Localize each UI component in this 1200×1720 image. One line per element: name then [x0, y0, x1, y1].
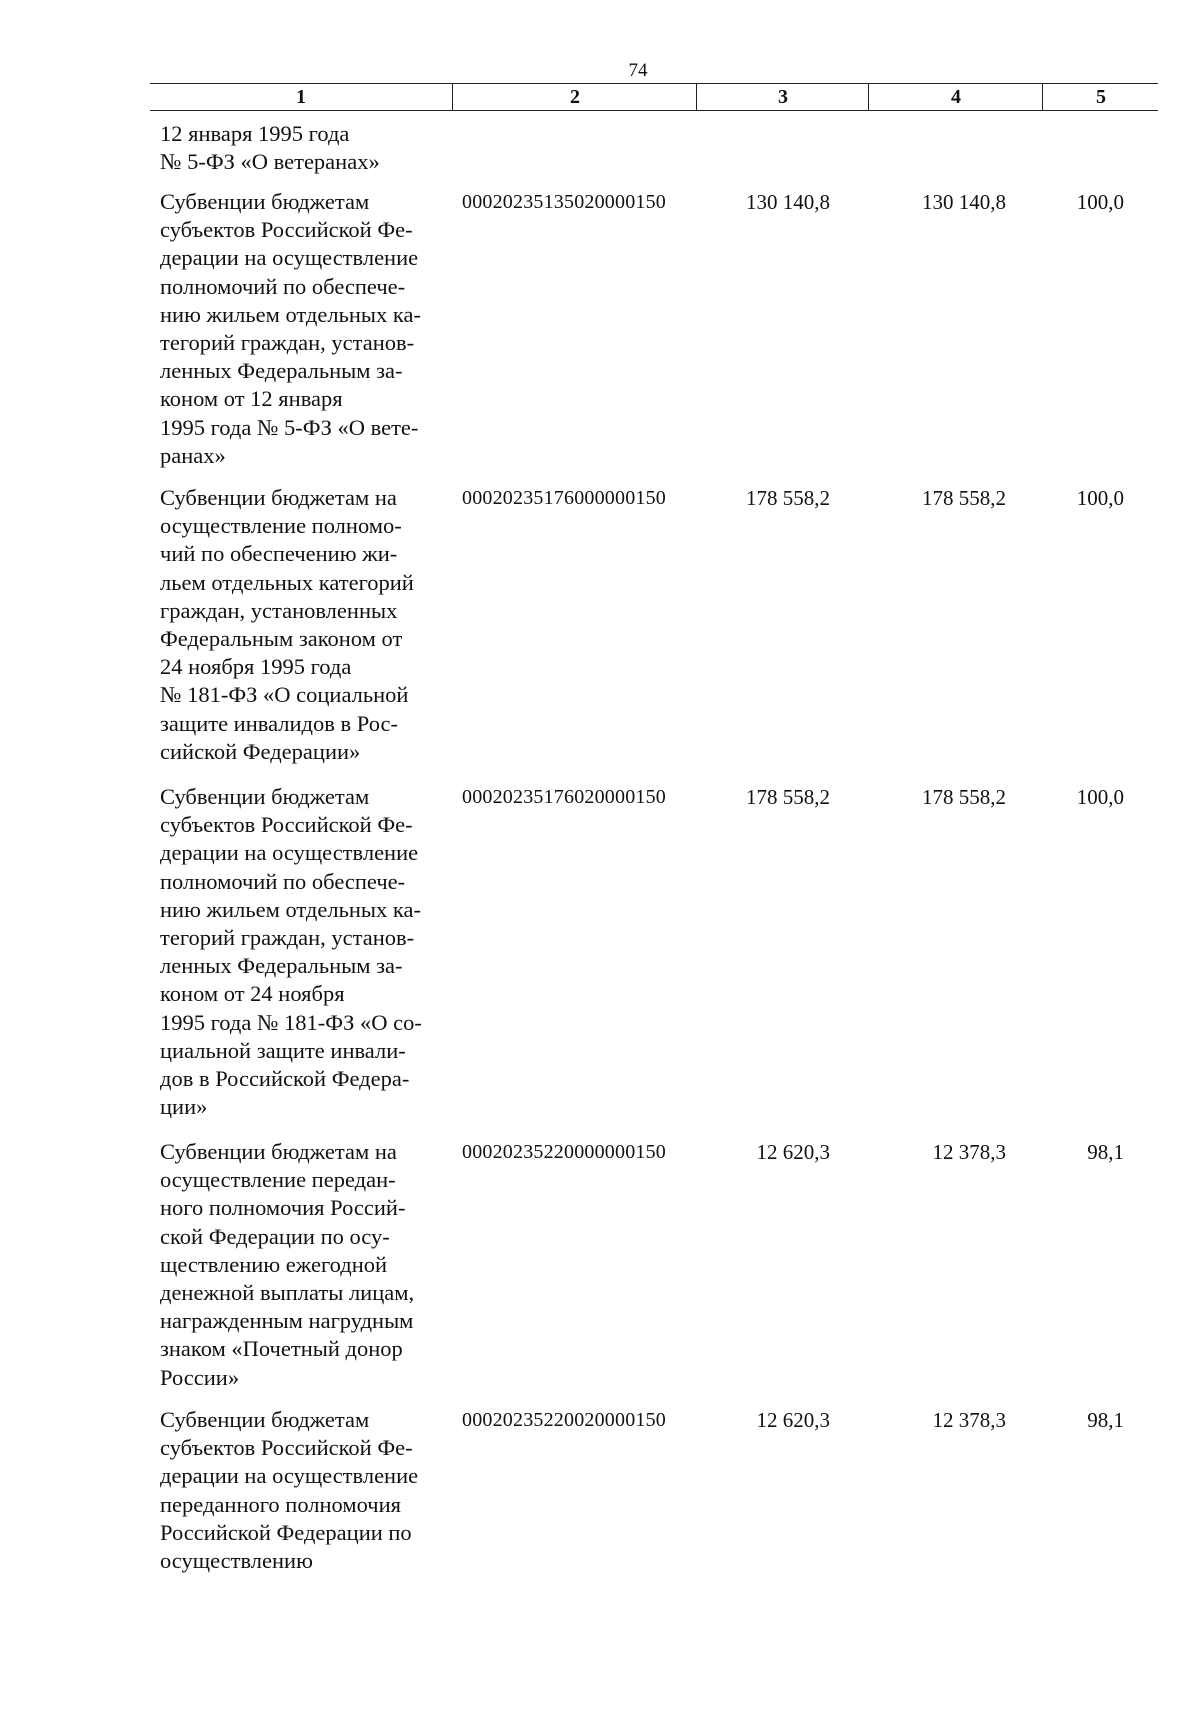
row-col3-value: 12 620,3 — [756, 1408, 830, 1432]
row-col5-value: 98,1 — [1087, 1140, 1124, 1164]
row-col4-value: 12 378,3 — [932, 1408, 1006, 1432]
row-col4-value: 178 558,2 — [922, 785, 1006, 809]
row-code: 00020235220020000150 — [462, 1409, 666, 1431]
table-header — [150, 83, 1158, 111]
header-col-3: 3 — [696, 84, 869, 110]
row-code: 00020235220000000150 — [462, 1141, 666, 1163]
row-col3-value: 178 558,2 — [746, 785, 830, 809]
row-col4-value: 178 558,2 — [922, 486, 1006, 510]
header-col-4: 4 — [868, 84, 1043, 110]
row-description: Субвенции бюджетам субъектов Российской Фе- дерации на осуществление полномочий по обеспече- нию жильем отдельных ка- тегорий граждан, установ- ленных Федеральным за- коном от 12 января 1995 года № 5-ФЗ «О вете- ранах» — [160, 189, 421, 468]
header-col-1: 1 — [296, 85, 306, 108]
row-description: Субвенции бюджетам на осуществление передан- ного полномочия Россий- ской Федерации по осу- ществлению ежегодной денежной выплаты лицам, награжденным нагрудным знаком «Почетный донор России» — [160, 1139, 415, 1390]
row-col4-value: 130 140,8 — [922, 190, 1006, 214]
row-col4-value: 12 378,3 — [932, 1140, 1006, 1164]
page-number: 74 — [628, 60, 648, 81]
row-col3-value: 130 140,8 — [746, 190, 830, 214]
header-col-5: 5 — [1042, 84, 1159, 110]
row-col5-value: 100,0 — [1076, 785, 1124, 809]
row-code: 00020235176020000150 — [462, 786, 666, 808]
row-code: 00020235135020000150 — [462, 191, 666, 213]
row-description: Субвенции бюджетам субъектов Российской Фе- дерации на осуществление переданного полномочия Российской Федерации по осуществлению — [160, 1407, 419, 1574]
row-description: Субвенции бюджетам на осуществление полномо- чий по обеспечению жи- льем отдельных категорий граждан, установленных Федеральным законом от 24 ноября 1995 года № 181-ФЗ «О социальной защите инвалидов в Рос- сийской Федерации» — [160, 485, 414, 764]
row-description: Субвенции бюджетам субъектов Российской Фе- дерации на осуществление полномочий по обеспече- нию жильем отдельных ка- тегорий граждан, установ- ленных Федеральным за- коном от 24 ноября 1995 года № 181-ФЗ «О со- циальной защите инвали- дов в Российской Федера- ции» — [160, 784, 422, 1120]
row-col5-value: 98,1 — [1087, 1408, 1124, 1432]
row-col3-value: 178 558,2 — [746, 486, 830, 510]
row-code: 00020235176000000150 — [462, 487, 666, 509]
header-col-2: 2 — [452, 84, 697, 110]
row-col5-value: 100,0 — [1076, 486, 1124, 510]
row-col5-value: 100,0 — [1076, 190, 1124, 214]
row-description: 12 января 1995 года № 5-ФЗ «О ветеранах» — [160, 121, 380, 175]
row-col3-value: 12 620,3 — [756, 1140, 830, 1164]
